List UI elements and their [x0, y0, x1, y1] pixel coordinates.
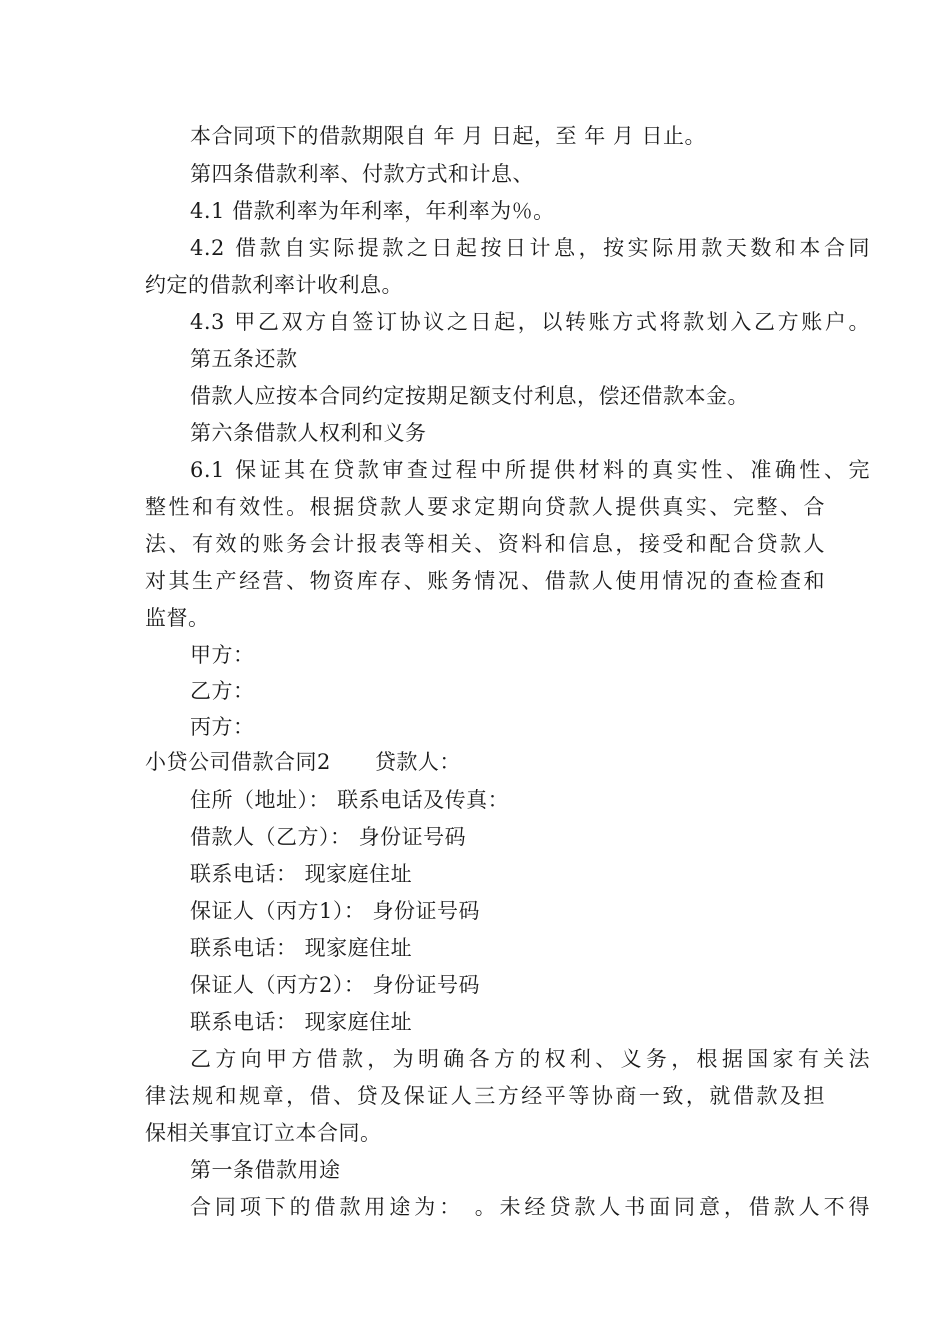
guarantor-1-line: 保证人（丙方1）： 身份证号码 — [190, 899, 481, 923]
clause-6-1-line-2: 整性和有效性。根据贷款人要求定期向贷款人提供真实、完整、合 — [145, 495, 825, 519]
guarantor-2-line: 保证人（丙方2）： 身份证号码 — [190, 973, 481, 997]
contract-title: 小贷公司借款合同2 — [145, 750, 331, 774]
article-5-heading: 第五条还款 — [190, 347, 298, 371]
clause-6-1-line-1: 6.1 保证其在贷款审查过程中所提供材料的真实性、准确性、完 — [190, 458, 870, 482]
contract-title-line — [145, 748, 825, 776]
borrower-contact-line: 联系电话： 现家庭住址 — [190, 862, 413, 886]
article-5-text: 借款人应按本合同约定按期足额支付利息，偿还借款本金。 — [190, 384, 749, 408]
clause-6-1-line-4: 对其生产经营、物资库存、账务情况、借款人使用情况的查检查和 — [145, 569, 825, 593]
article-6-heading: 第六条借款人权利和义务 — [190, 421, 427, 445]
preamble-line-1: 乙方向甲方借款，为明确各方的权利、义务，根据国家有关法 — [190, 1047, 870, 1071]
clause-4-2-line-1: 4.2 借款自实际提款之日起按日计息，按实际用款天数和本合同 — [190, 236, 870, 260]
guarantor-1-contact-line: 联系电话： 现家庭住址 — [190, 936, 413, 960]
party-b-label: 乙方： — [190, 679, 255, 703]
clause-4-1: 4.1 借款利率为年利率，年利率为％。 — [190, 199, 555, 223]
loan-term-line: 本合同项下的借款期限自 年 月 日起，至 年 月 日止。 — [190, 124, 707, 148]
article-4-heading: 第四条借款利率、付款方式和计息、 — [190, 162, 534, 186]
preamble-line-3: 保相关事宜订立本合同。 — [145, 1121, 382, 1145]
clause-4-2-line-2: 约定的借款利率计收利息。 — [145, 273, 403, 297]
lender-label: 贷款人： — [374, 750, 461, 774]
address-phone-line: 住所（地址）： 联系电话及传真： — [190, 788, 510, 812]
clause-4-3: 4.3 甲乙双方自签订协议之日起，以转账方式将款划入乙方账户。 — [190, 310, 870, 334]
preamble-line-2: 律法规和规章，借、贷及保证人三方经平等协商一致，就借款及担 — [145, 1084, 825, 1108]
article-1-heading: 第一条借款用途 — [190, 1158, 341, 1182]
article-1-text: 合同项下的借款用途为： 。未经贷款人书面同意，借款人不得 — [190, 1195, 870, 1219]
clause-6-1-line-5: 监督。 — [145, 606, 210, 630]
borrower-line: 借款人（乙方）： 身份证号码 — [190, 825, 467, 849]
guarantor-2-contact-line: 联系电话： 现家庭住址 — [190, 1010, 413, 1034]
party-c-label: 丙方： — [190, 715, 255, 739]
party-a-label: 甲方： — [190, 643, 255, 667]
clause-6-1-line-3: 法、有效的账务会计报表等相关、资料和信息，接受和配合贷款人 — [145, 532, 825, 556]
